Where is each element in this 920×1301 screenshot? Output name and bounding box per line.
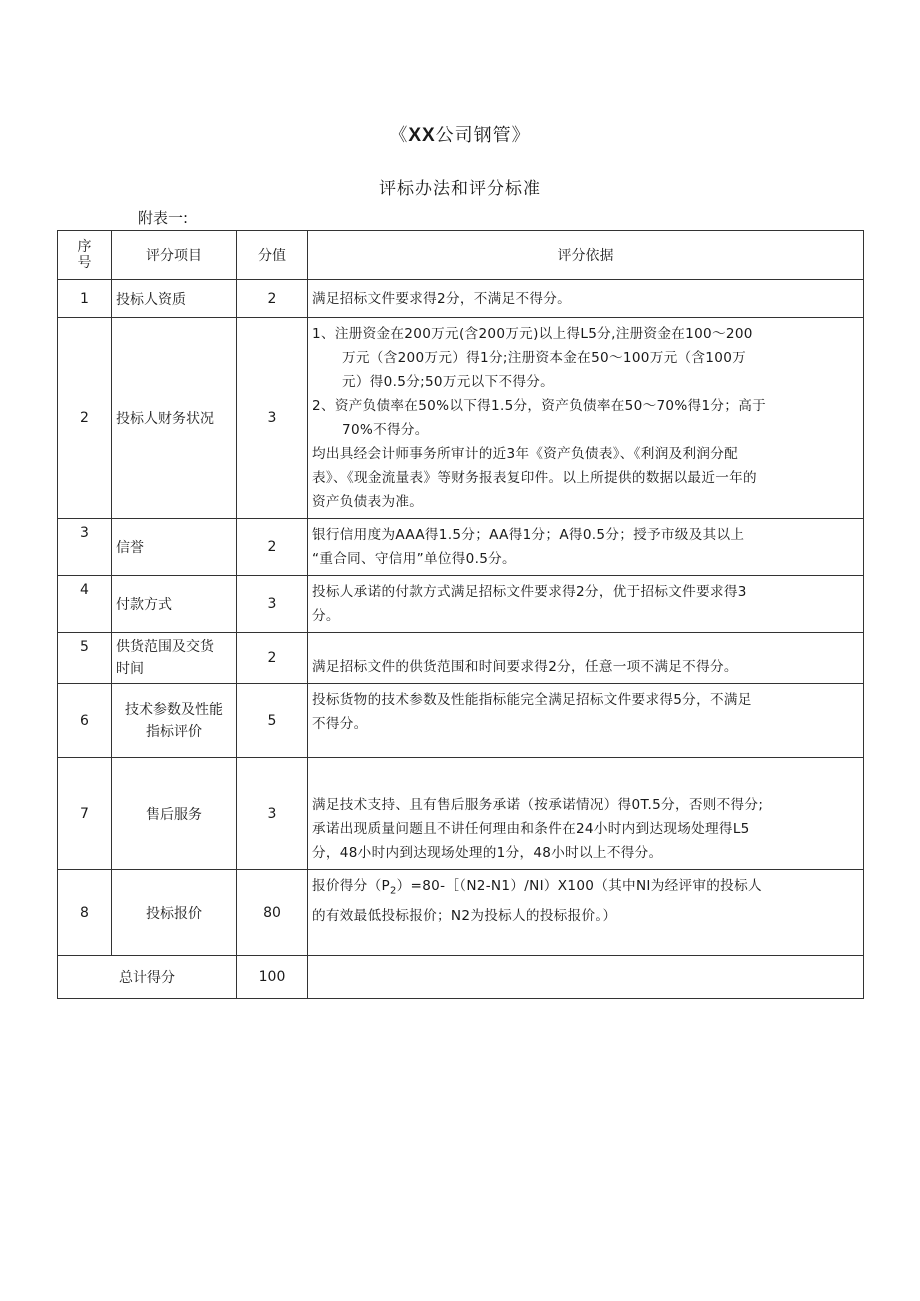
table-row: [58, 684, 864, 758]
row-basis: 投标人承诺的付款方式满足招标文件要求得2分，优于招标文件要求得3 分。: [308, 576, 864, 633]
row-item: 信誉: [112, 519, 237, 576]
row-score: 2: [237, 519, 308, 576]
row-seq: 4: [58, 576, 112, 633]
row-score: 2: [237, 280, 308, 318]
total-basis: [308, 956, 864, 999]
table-row: [58, 519, 864, 576]
table-row: [58, 576, 864, 633]
header-seq: 序 号: [58, 231, 112, 280]
table-header-row: [58, 231, 864, 280]
table-row: [58, 633, 864, 684]
row-score: 2: [237, 633, 308, 684]
row-basis: 投标货物的技术参数及性能指标能完全满足招标文件要求得5分，不满足 不得分。: [308, 684, 864, 758]
row-score: 3: [237, 758, 308, 870]
table-total-row: [58, 956, 864, 999]
title-open-bracket: 《: [389, 125, 409, 146]
table-row: [58, 318, 864, 519]
document-title: [0, 121, 920, 147]
scoring-table: [57, 230, 864, 999]
row-basis: 报价得分$(P_2)=80-[(N2-N1)/NI)X100$（其中NI为经评审的投标人 的有效最低投标报价；N2为投标人的投标报价。）: [308, 870, 864, 956]
appendix-label: 附表一:: [138, 209, 189, 227]
table-row: [58, 758, 864, 870]
row-basis: 满足技术支持、且有售后服务承诺（按承诺情况）得0T.5分，否则不得分; 承诺出现质量问题且不讲任何理由和条件在24小时内到达现场处理得L5 分，48小时内到达现场处理的1分，48小时以上不得分。: [308, 758, 864, 870]
row-seq: 6: [58, 684, 112, 758]
table-row: [58, 280, 864, 318]
row-seq: 5: [58, 633, 112, 684]
row-score: 3: [237, 318, 308, 519]
total-score: 100: [237, 956, 308, 999]
row-seq: 8: [58, 870, 112, 956]
row-item: 付款方式: [112, 576, 237, 633]
row-basis: 1、注册资金在200万元(含200万元)以上得L5分,注册资金在100～200 万元（含200万元）得1分;注册资本金在50～100万元（含100万 元）得0.5分;50万元以下不得分。 2、资产负债率在50%以下得1.5分，资产负债率在50～70%得1分；高于 70%不得分。 均出具经会计师事务所审计的近3年《资产负债表》、《利润及利润分配 表》、《现金流量表》等财务报表复印件。以上所提供的数据以最近一年的 资产负债表为准。: [308, 318, 864, 519]
row-score: 5: [237, 684, 308, 758]
table-row: [58, 870, 864, 956]
row-seq: 1: [58, 280, 112, 318]
title-company-placeholder: XX: [408, 125, 436, 146]
total-label: 总计得分: [58, 956, 237, 999]
row-item: 投标报价: [112, 870, 237, 956]
row-item: 供货范围及交货 时间: [112, 633, 237, 684]
row-basis: 满足招标文件的供货范围和时间要求得2分，任意一项不满足不得分。: [308, 633, 864, 684]
row-item: 投标人资质: [112, 280, 237, 318]
row-item: 技术参数及性能 指标评价: [112, 684, 237, 758]
row-item: 售后服务: [112, 758, 237, 870]
row-seq: 2: [58, 318, 112, 519]
header-basis: 评分依据: [308, 231, 864, 280]
header-score: 分值: [237, 231, 308, 280]
row-basis: 银行信用度为AAA得1.5分；AA得1分；A得0.5分；授予市级及其以上 “重合同、守信用”单位得0.5分。: [308, 519, 864, 576]
row-score: 3: [237, 576, 308, 633]
row-item: 投标人财务状况: [112, 318, 237, 519]
row-score: 80: [237, 870, 308, 956]
title-rest: 公司钢管》: [435, 125, 531, 146]
header-item: 评分项目: [112, 231, 237, 280]
row-seq: 3: [58, 519, 112, 576]
row-seq: 7: [58, 758, 112, 870]
row-basis: 满足招标文件要求得2分，不满足不得分。: [308, 280, 864, 318]
document-subtitle: 评标办法和评分标准: [379, 179, 541, 199]
